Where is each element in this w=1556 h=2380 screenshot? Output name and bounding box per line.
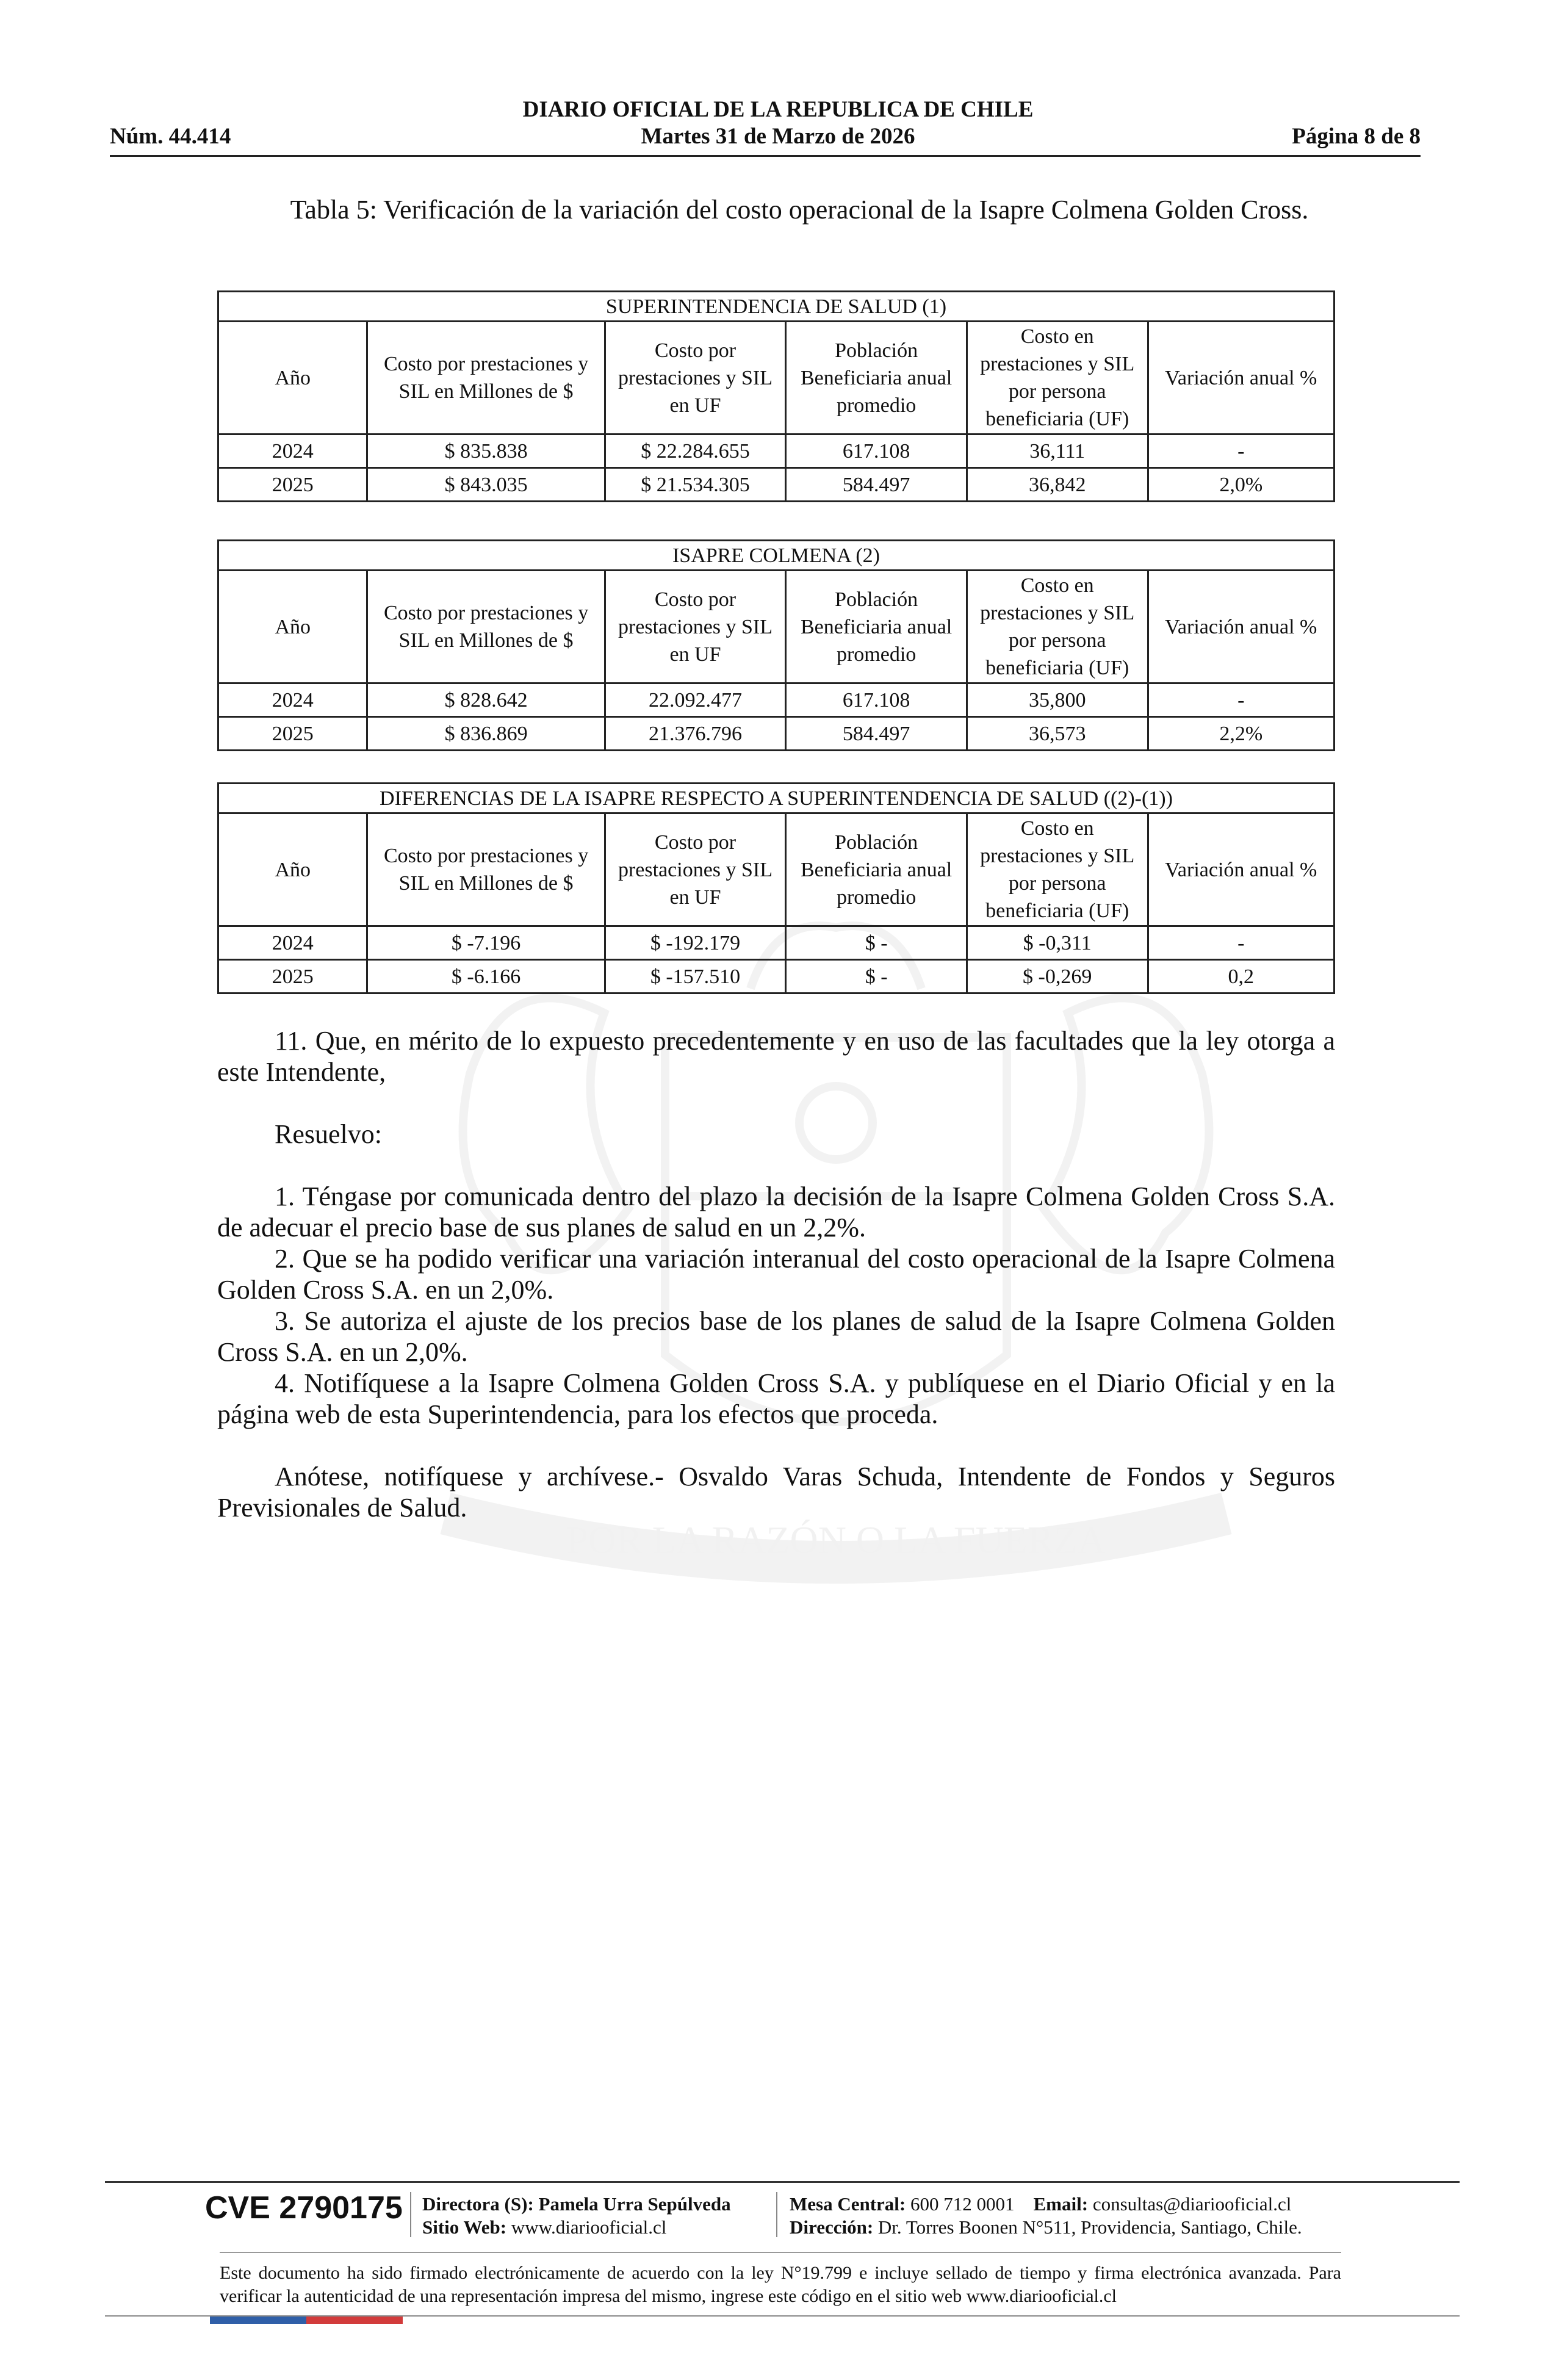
table-cell: - <box>1148 683 1334 717</box>
footer-separator <box>410 2192 411 2237</box>
table-cell: $ - <box>786 926 967 960</box>
table-cell: - <box>1148 926 1334 960</box>
footer-website <box>422 2216 666 2238</box>
resuelvo-heading: Resuelvo: <box>275 1119 382 1149</box>
table-cell: 617.108 <box>786 683 967 717</box>
email-link[interactable]: consultas@diariooficial.cl <box>1092 2193 1292 2215</box>
column-header: Costo en prestaciones y SIL por persona beneficiaria (UF) <box>967 322 1148 435</box>
website-link[interactable]: www.diariooficial.cl <box>511 2216 667 2238</box>
column-header: Costo por prestaciones y SIL en Millones de $ <box>367 571 605 683</box>
column-header: Costo en prestaciones y SIL por persona beneficiaria (UF) <box>967 813 1148 926</box>
table-row <box>218 717 1334 751</box>
table-cell: - <box>1148 435 1334 468</box>
table-title: SUPERINTENDENCIA DE SALUD (1) <box>218 292 1334 322</box>
table-superintendencia <box>217 290 1335 502</box>
phone-label: Mesa Central: <box>790 2193 906 2215</box>
table-cell: 2,2% <box>1148 717 1334 751</box>
table-cell: 2024 <box>218 683 367 717</box>
footer-separator <box>776 2192 777 2237</box>
table-cell: 35,800 <box>967 683 1148 717</box>
column-header: Costo por prestaciones y SIL en Millones de $ <box>367 813 605 926</box>
column-header: Año <box>218 813 367 926</box>
table-cell: $ -0,311 <box>967 926 1148 960</box>
closing-signature: Anótese, notifíquese y archívese.- Osvaldo Varas Schuda, Intendente de Fondos y Seguros Previsionales de Salud. <box>217 1462 1335 1523</box>
table-row <box>218 926 1334 960</box>
table-cell: $ - <box>786 960 967 993</box>
table-cell: 2024 <box>218 926 367 960</box>
column-header: Población Beneficiaria anual promedio <box>786 813 967 926</box>
address-label: Dirección: <box>790 2216 874 2238</box>
watermark-motto: POR LA RAZÓN O LA FUERZA <box>566 1518 1106 1562</box>
table-cell: 2025 <box>218 468 367 502</box>
website-label: Sitio Web: <box>422 2216 507 2238</box>
table-cell: 2025 <box>218 717 367 751</box>
table-cell: $ 836.869 <box>367 717 605 751</box>
column-header: Costo por prestaciones y SIL en UF <box>605 813 786 926</box>
table-cell: $ 21.534.305 <box>605 468 786 502</box>
flag-stripe-blue <box>210 2317 306 2324</box>
page-indicator: Página 8 de 8 <box>1292 124 1421 149</box>
table-cell: $ -192.179 <box>605 926 786 960</box>
table-cell: 22.092.477 <box>605 683 786 717</box>
table-cell: 36,842 <box>967 468 1148 502</box>
column-header: Año <box>218 571 367 683</box>
column-header: Variación anual % <box>1148 571 1334 683</box>
paragraph-considerando-11: 11. Que, en mérito de lo expuesto precedentemente y en uso de las facultades que la ley otorga a este Intendente, <box>217 1026 1335 1087</box>
address-value: Dr. Torres Boonen N°511, Providencia, Santiago, Chile. <box>877 2216 1302 2238</box>
table-cell: $ -6.166 <box>367 960 605 993</box>
table-cell: 617.108 <box>786 435 967 468</box>
table-cell: $ 835.838 <box>367 435 605 468</box>
phone-number: 600 712 0001 <box>910 2193 1015 2215</box>
resolution-item-3: 3. Se autoriza el ajuste de los precios base de los planes de salud de la Isapre Colmena Golden Cross S.A. en un 2,0%. <box>217 1306 1335 1367</box>
table-cell: $ 843.035 <box>367 468 605 502</box>
footer-divider <box>220 2252 1341 2253</box>
table-cell: $ -7.196 <box>367 926 605 960</box>
table-cell: 2024 <box>218 435 367 468</box>
column-header: Población Beneficiaria anual promedio <box>786 322 967 435</box>
table-cell: 2025 <box>218 960 367 993</box>
table-cell: 2,0% <box>1148 468 1334 502</box>
table-cell: 21.376.796 <box>605 717 786 751</box>
table-caption: Tabla 5: Verificación de la variación del costo operacional de la Isapre Colmena Golden Cross. <box>290 195 1309 225</box>
table-cell: 36,111 <box>967 435 1148 468</box>
resolution-item-4: 4. Notifíquese a la Isapre Colmena Golden Cross S.A. y publíquese en el Diario Oficial y en la página web de esta Superintendencia, para los efectos que proceda. <box>217 1368 1335 1429</box>
table-cell: 36,573 <box>967 717 1148 751</box>
table-row <box>218 468 1334 502</box>
newspaper-title: DIARIO OFICIAL DE LA REPUBLICA DE CHILE <box>522 97 1034 122</box>
legal-notice: Este documento ha sido firmado electrónicamente de acuerdo con la ley N°19.799 e incluye sellado de tiempo y firma electrónica avanzada. Para verificar la autenticidad de una representación impresa del mismo, ingrese este código en el sitio web www.diariooficial.cl <box>220 2263 1341 2306</box>
issue-number: Núm. 44.414 <box>110 124 231 149</box>
column-header: Año <box>218 322 367 435</box>
table-row <box>218 960 1334 993</box>
footer-contact <box>790 2193 1291 2215</box>
column-header: Variación anual % <box>1148 813 1334 926</box>
table-diferencias <box>217 782 1335 994</box>
table-cell: $ 22.284.655 <box>605 435 786 468</box>
flag-stripe-red <box>306 2317 403 2324</box>
email-label: Email: <box>1033 2193 1089 2215</box>
column-header: Costo por prestaciones y SIL en Millones de $ <box>367 322 605 435</box>
table-cell: 584.497 <box>786 717 967 751</box>
column-header: Variación anual % <box>1148 322 1334 435</box>
table-cell: $ -157.510 <box>605 960 786 993</box>
director-label: Directora (S): <box>422 2193 534 2215</box>
column-header: Costo en prestaciones y SIL por persona beneficiaria (UF) <box>967 571 1148 683</box>
table-row <box>218 435 1334 468</box>
cve-code: CVE 2790175 <box>205 2190 403 2226</box>
table-cell: 0,2 <box>1148 960 1334 993</box>
footer-divider <box>105 2181 1460 2183</box>
table-cell: $ -0,269 <box>967 960 1148 993</box>
table-row <box>218 683 1334 717</box>
issue-date: Martes 31 de Marzo de 2026 <box>641 124 915 149</box>
table-cell: $ 828.642 <box>367 683 605 717</box>
director-name: Pamela Urra Sepúlveda <box>538 2193 731 2215</box>
flag-stripe <box>210 2317 403 2324</box>
table-cell: 584.497 <box>786 468 967 502</box>
footer-address <box>790 2216 1302 2238</box>
table-isapre-colmena <box>217 539 1335 751</box>
column-header: Costo por prestaciones y SIL en UF <box>605 571 786 683</box>
resolution-item-2: 2. Que se ha podido verificar una variación interanual del costo operacional de la Isapre Colmena Golden Cross S.A. en un 2,0%. <box>217 1244 1335 1305</box>
column-header: Costo por prestaciones y SIL en UF <box>605 322 786 435</box>
table-title: ISAPRE COLMENA (2) <box>218 541 1334 571</box>
resolution-item-1: 1. Téngase por comunicada dentro del plazo la decisión de la Isapre Colmena Golden Cross S.A. de adecuar el precio base de sus planes de salud en un 2,2%. <box>217 1181 1335 1242</box>
table-title: DIFERENCIAS DE LA ISAPRE RESPECTO A SUPERINTENDENCIA DE SALUD ((2)-(1)) <box>218 784 1334 813</box>
column-header: Población Beneficiaria anual promedio <box>786 571 967 683</box>
footer-director <box>422 2193 731 2215</box>
header-divider <box>110 155 1421 157</box>
